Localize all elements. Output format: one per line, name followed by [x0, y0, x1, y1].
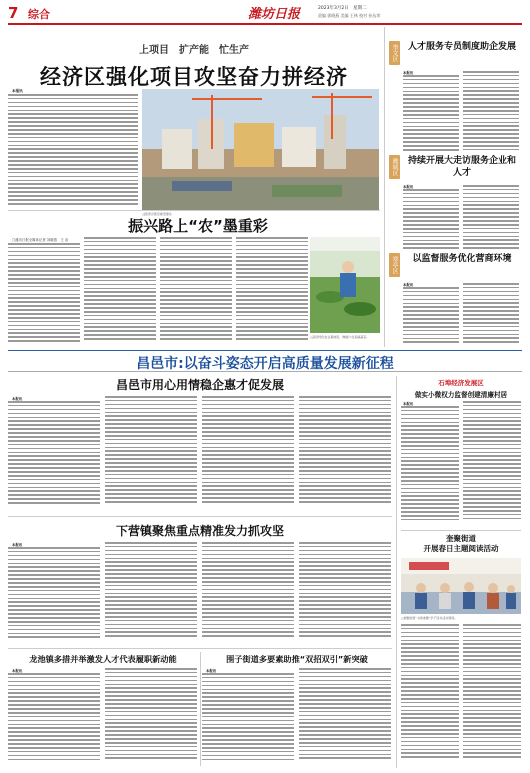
district-tag: 奎文区: [389, 41, 400, 65]
sidebar-headline: 持续开展大走访服务企业和人才: [407, 156, 516, 178]
issue-date: 2023年3月2日 星期二: [318, 6, 367, 11]
article-headline: 围子街道多要素助推“双招双引”新突破: [226, 654, 368, 664]
column-headline: 奎聚街道 开展春日主题阅读活动: [423, 534, 499, 553]
story-body: [8, 89, 138, 211]
article-headline: 昌邑市用心用情稳企惠才促发展: [115, 378, 284, 392]
column-byline: 本报讯: [403, 402, 414, 406]
section-banner: [8, 350, 522, 372]
story-kicker: 上项目 扩产能 忙生产: [139, 45, 249, 56]
sidebar-byline: 本报讯: [403, 185, 414, 189]
reading-event-photo: [401, 558, 521, 614]
sidebar-byline: 本报讯: [403, 71, 414, 75]
page-number: 7: [8, 4, 19, 22]
photo-caption: △经济区项目建设现场。: [142, 212, 175, 216]
district-tag: 潍城区: [389, 155, 400, 179]
district-tag: 寒亭区: [389, 253, 400, 277]
article-headline: 龙池镇多措并举激发人才代表履职新动能: [29, 654, 177, 664]
story-byline: 本报讯: [12, 89, 23, 93]
photo-caption: △奎聚街道“书香奎聚”学子读书活动现场。: [401, 616, 458, 620]
masthead: [0, 0, 530, 24]
sidebar-byline: 本报讯: [403, 283, 414, 287]
article-byline: 本报讯: [206, 669, 217, 673]
construction-photo: [142, 89, 379, 211]
story-agriculture: [8, 210, 380, 348]
editor-line: 责编 郭晓燕 美编 王林 校对 孙丛荣: [318, 13, 381, 18]
story-headline: 经济区强化项目攻坚奋力拼经济: [40, 65, 348, 89]
paper-logo: 潍坊日报: [248, 7, 301, 22]
story-byline: □潍坊日报全媒体记者 刘晓燕 王 治: [12, 238, 69, 242]
section-name: 综合: [28, 8, 50, 21]
story-headline: 振兴路上“农”墨重彩: [128, 217, 268, 235]
right-column: [396, 376, 522, 768]
article-byline: 本报讯: [12, 669, 23, 673]
photo-caption: △昌邑特色农业基地里，种植户在采摘蔬菜。: [310, 335, 370, 339]
article-headline: 下营镇聚焦重点精准发力抓攻坚: [115, 524, 284, 538]
farm-photo: [310, 237, 380, 333]
lower-articles: [8, 376, 392, 768]
sidebar-headline: 人才服务专员制度助企发展: [407, 42, 516, 52]
column-tag: 石埠经济发展区: [438, 379, 484, 387]
sidebar-headline: 以监督服务优化营商环境: [412, 254, 512, 264]
district-sidebar: [384, 27, 522, 347]
masthead-rule: [8, 23, 522, 25]
banner-title: 昌邑市:以奋斗姿态开启高质量发展新征程: [136, 356, 394, 372]
article-byline: 本报讯: [12, 397, 23, 401]
story-economic-zone: [8, 27, 380, 217]
column-headline: 做实小微权力监督创建清廉村居: [414, 391, 508, 399]
article-byline: 本报讯: [12, 543, 23, 547]
